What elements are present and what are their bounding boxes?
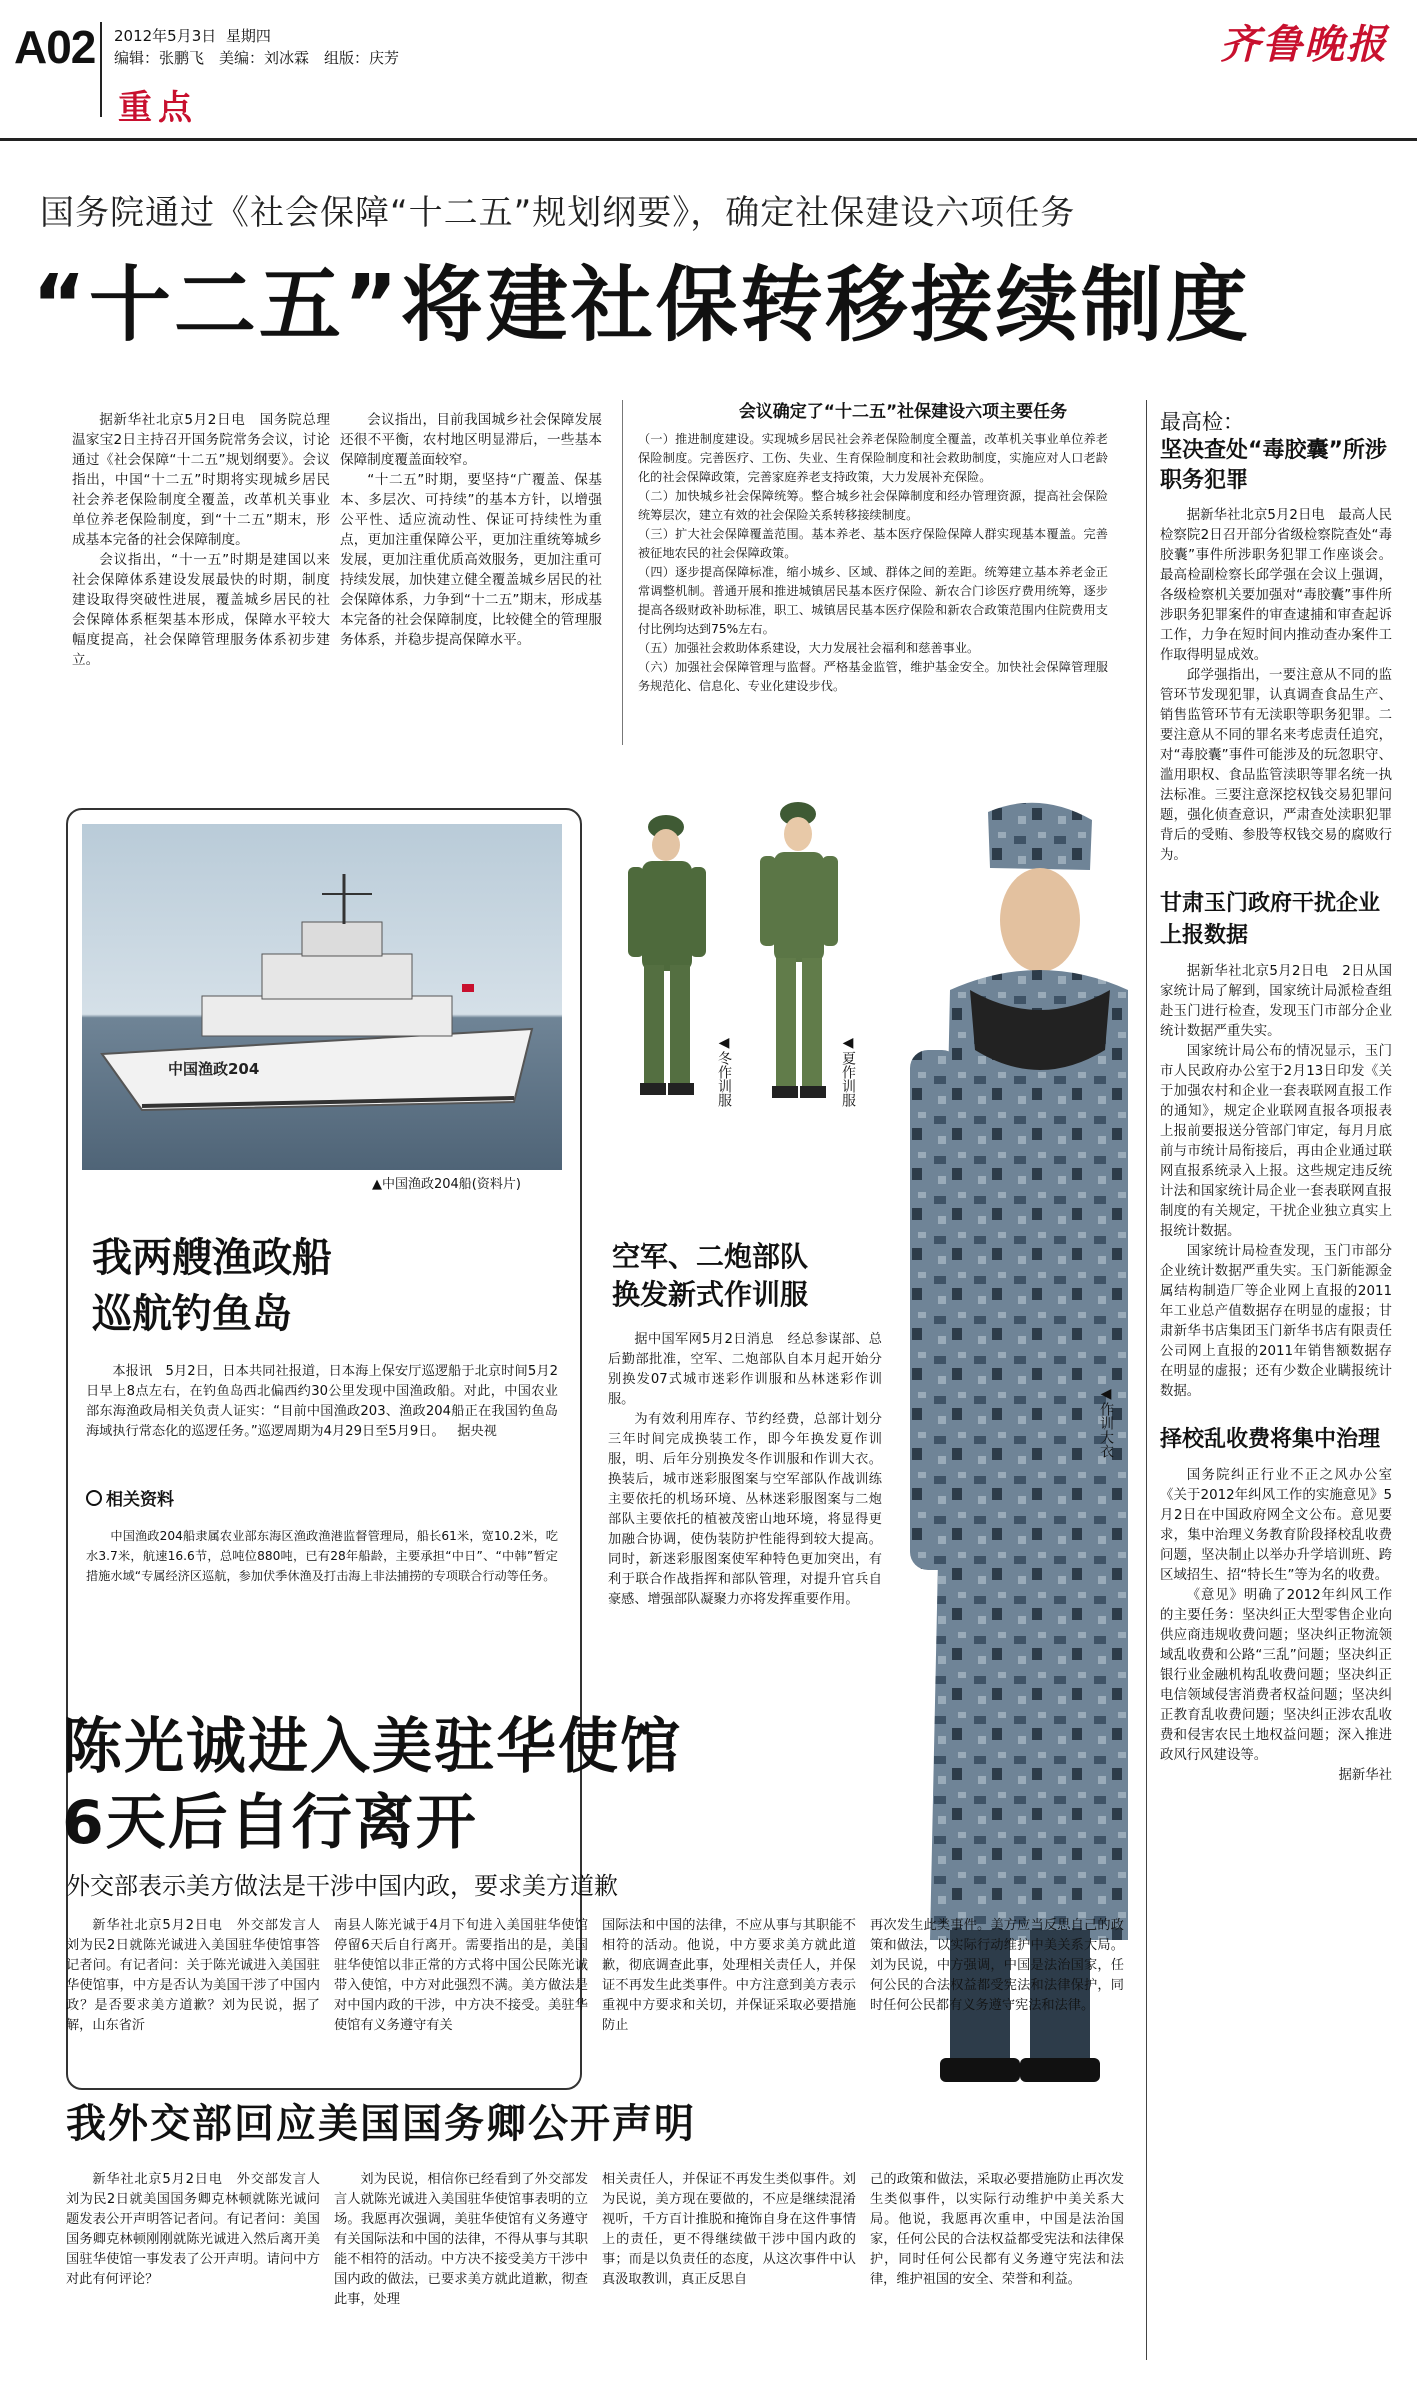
chen-col: 新华社北京5月2日电 外交部发言人刘为民2日就陈光诚进入美国驻华使馆事答记者问。有记者问：关于陈光诚进入美国驻华使馆事，中方是否认为美国干涉了中国内政？是否要求美方道歉？刘为民说，据了解，山东省沂 — [66, 1918, 320, 2033]
tasks-box — [638, 400, 1108, 696]
chen-col: 再次发生此类事件。美方应当反思自己的政策和做法，以实际行动维护中美关系大局。刘为民说，中方强调，中国是法治国家，任何公民的合法权益都受宪法和法律保护，同时任何公民都有义务遵守宪法和法律。 — [870, 1918, 1124, 2013]
sidebar-para: 国务院纠正行业不正之风办公室《关于2012年纠风工作的实施意见》5月2日在中国政府网全文公布。意见要求，集中治理义务教育阶段择校乱收费问题，坚决制止以举办升学培训班、跨区域招生、招“特长生”等为名的收费。 — [1160, 1468, 1392, 1583]
lead-col-2 — [340, 410, 602, 650]
mfa-col: 己的政策和做法，采取必要措施防止再次发生类似事件，以实际行动维护中美关系大局。他说，我愿再次重申，中国是法治国家，任何公民的合法权益都受宪法和法律保护，同时任何公民都有义务遵守宪法和法律，维护祖国的安全、荣誉和利益。 — [870, 2172, 1124, 2287]
related-label: 相关资料 — [106, 1490, 174, 1510]
lead-para: 会议指出，“十一五”时期是建国以来社会保障体系建设发展最快的时期，制度建设取得突破性进展，覆盖城乡居民的社会保障体系框架基本形成，保障水平较大幅度提高，社会保障管理服务体系初步建立。 — [72, 552, 330, 668]
lead-col-1 — [72, 410, 330, 670]
lead-para: 据新华社北京5月2日电 国务院总理温家宝2日主持召开国务院常务会议，讨论通过《社会保障“十二五”规划纲要》。会议指出，中国“十二五”时期将实现城乡居民社会养老保险制度全覆盖，改革机关事业单位养老保险制度，到“十二五”期末，形成基本完备的社会保障制度。 — [72, 412, 330, 548]
uniform-para: 为有效利用库存、节约经费，总部计划分三年时间完成换装工作，即今年换发夏作训服，明、后年分别换发冬作训服和作训大衣。换装后，城市迷彩服图案与空军部队作战训练主要依托的机场环境、丛林迷彩服图案与二炮部队主要依托的植被茂密山地环境，将显得更加融合协调，使伪装防护性能得到较大提高。同时，新迷彩服图案使军种特色更加突出，有利于联合作战指挥和部队管理，对提升官兵自豪感、增强部队凝聚力亦将发挥重要作用。 — [608, 1412, 882, 1607]
sidebar-headline: 坚决查处“毒胶囊”所涉职务犯罪 — [1160, 438, 1387, 493]
chen-subhead: 外交部表示美方做法是干涉中国内政，要求美方道歉 — [66, 1872, 618, 1900]
fishing-credit: 据央视 — [457, 1424, 497, 1439]
chen-col: 南县人陈光诚于4月下旬进入美国驻华使馆停留6天后自行离开。需要指出的是，美国驻华使馆以非正常的方式将中国公民陈光诚带入使馆，中方对此强烈不满。美方做法是对中国内政的干涉，中方决不接受。美驻华使馆有义务遵守有关 — [334, 1918, 588, 2033]
sidebar-kicker: 最高检： — [1160, 410, 1244, 434]
page-number: A02 — [14, 21, 96, 73]
chen-col: 国际法和中国的法律，不应从事与其职能不相符的活动。他说，中方要求美方就此道歉，彻底调查此事，处理相关责任人，并保证不再发生此类事件。中方注意到美方表示重视中方要求和关切，并保证采取必要措施防止 — [602, 1918, 856, 2033]
uniform-para: 据中国军网5月2日消息 经总参谋部、总后勤部批准，空军、二炮部队自本月起开始分别换发07式城市迷彩作训服和丛林迷彩作训服。 — [608, 1332, 882, 1407]
lead-para: 会议指出，目前我国城乡社会保障发展还很不平衡，农村地区明显滞后，一些基本保障制度覆盖面较窄。 — [340, 412, 602, 468]
sidebar-para: 据新华社北京5月2日电 2日从国家统计局了解到，国家统计局派检查组赴玉门进行检查，发现玉门市部分企业统计数据严重失实。 — [1160, 964, 1392, 1039]
fishing-ship-photo — [82, 824, 562, 1170]
newspaper-logo: 齐鲁晚报 — [1220, 21, 1388, 68]
fishing-para: 本报讯 5月2日，日本共同社报道，日本海上保安厅巡逻船于北京时间5月2日早上8点左右，在钓鱼岛西北偏西约30公里发现中国渔政船。对此，中国农业部东海渔政局相关负责人证实：“目前中国渔政203、渔政204船正在我国钓鱼岛海域执行常态化的巡逻任务。”巡逻周期为4月29日至5月9日。 — [86, 1364, 558, 1439]
lead-divider — [622, 400, 623, 745]
chen-headline-1: 陈光诚进入美驻华使馆 — [62, 1712, 682, 1782]
ship-svg — [82, 824, 562, 1170]
sidebar-headline: 甘肃玉门政府干扰企业上报数据 — [1160, 891, 1381, 948]
summer-uniform-label: ◀夏作训服 — [840, 1035, 856, 1107]
header-divider-v — [100, 22, 102, 117]
section-title: 重点 — [118, 88, 198, 128]
sidebar-para: 国家统计局检查发现，玉门市部分企业统计数据严重失实。玉门新能源金属结构制造厂等企业网上直报的2011年工业总产值数据存在明显的虚报；甘肃新华书店集团玉门新华书店有限责任公司网上直报的2011年销售额数据存在明显的虚报；还有少数企业瞒报统计数据。 — [1160, 1244, 1392, 1399]
winter-uniform-photo — [616, 805, 726, 1105]
sidebar-para: 据新华社北京5月2日电 最高人民检察院2日召开部分省级检察院查处“毒胶囊”事件所涉职务犯罪工作座谈会。最高检副检察长邱学强在会议上强调，各级检察机关要加强对“毒胶囊”事件所涉职务犯罪案件的审查逮捕和审查起诉工作，力争在短时间内推动查办案件工作取得明显成效。 — [1160, 508, 1392, 663]
fishing-headline-1: 我两艘渔政船 — [92, 1235, 332, 1281]
task-item: （六）加强社会保障管理与监督。严格基金监管，维护基金安全。加快社会保障管理服务规范化、信息化、专业化建设步伐。 — [638, 660, 1108, 693]
uniform-headline-2: 换发新式作训服 — [612, 1278, 809, 1311]
task-item: （一）推进制度建设。实现城乡居民社会养老保险制度全覆盖，改革机关事业单位养老保险制度。完善医疗、工伤、失业、生育保险制度和社会救助制度，实施应对人口老龄化的社会保障政策，完善家庭养老支持政策，大力发展补充保险。 — [638, 432, 1108, 484]
lead-kicker: 国务院通过《社会保障“十二五”规划纲要》，确定社保建设六项任务 — [40, 193, 1076, 233]
greatcoat-photo — [890, 790, 1130, 2096]
ship-hull-name: 中国渔政204 — [168, 1060, 260, 1078]
issue-weekday: 星期四 — [225, 27, 271, 45]
tasks-title: 会议确定了“十二五”社保建设六项主要任务 — [738, 402, 1068, 422]
chen-headline-2: 6天后自行离开 — [62, 1788, 478, 1858]
winter-uniform-label: ◀冬作训服 — [716, 1035, 732, 1107]
mfa-col: 刘为民说，相信你已经看到了外交部发言人就陈光诚进入美国驻华使馆事表明的立场。我愿再次强调，美驻华使馆有义务遵守有关国际法和中国的法律，不得从事与其职能不相符的活动。中方决不接受美方干涉中国内政的做法，已要求美方就此道歉，彻查此事，处理 — [334, 2172, 588, 2307]
task-item: （三）扩大社会保障覆盖范围。基本养老、基本医疗保险保障人群实现基本覆盖。完善被征地农民的社会保障政策。 — [638, 527, 1108, 560]
fishing-photo-caption: ▲中国渔政204船(资料片) — [372, 1177, 521, 1192]
related-info-icon — [86, 1490, 102, 1506]
sidebar-byline: 据新华社 — [1338, 1768, 1392, 1783]
related-text: 中国渔政204船隶属农业部东海区渔政渔港监督管理局，船长61米，宽10.2米，吃水3.7米，航速16.6节，总吨位880吨，已有28年船龄，主要承担“中日”、“中韩”暂定措施水域“专属经济区巡航，参加伏季休渔及打击海上非法捕捞的专项联合行动等任务。 — [86, 1529, 558, 1583]
greatcoat-label: ◀作训大衣 — [1098, 1386, 1114, 1458]
mfa-col: 相关责任人，并保证不再发生类似事件。刘为民说，美方现在要做的，不应是继续混淆视听，千方百计推脱和掩饰自身在这件事情上的责任，更不得继续做干涉中国内政的事；而是以负责任的态度，从这次事件中认真汲取教训，真正反思自 — [602, 2172, 856, 2287]
sidebar-para: 邱学强指出，一要注意从不同的监管环节发现犯罪，认真调查食品生产、销售监管环节有无渎职等职务犯罪。二要注意从不同的罪名来考虑责任追究，对“毒胶囊”事件可能涉及的玩忽职守、滥用职权、食品监管渎职等罪名统一执法标准。三要注意深挖权钱交易犯罪问题，强化侦查意识，严肃查处渎职犯罪背后的受贿、参股等权钱交易的腐败行为。 — [1160, 668, 1392, 863]
sidebar-headline: 择校乱收费将集中治理 — [1160, 1427, 1381, 1452]
task-item: （二）加快城乡社会保障统筹。整合城乡社会保障制度和经办管理资源，提高社会保险统筹层次，建立有效的社会保险关系转移接续制度。 — [638, 489, 1108, 522]
mfa-headline: 我外交部回应美国国务卿公开声明 — [66, 2101, 696, 2147]
header-rule — [0, 138, 1417, 141]
editors-line: 编辑：张鹏飞 美编：刘冰霖 组版：庆芳 — [114, 49, 400, 67]
task-item: （五）加强社会救助体系建设，大力发展社会福利和慈善事业。 — [638, 641, 980, 655]
fishing-headline-2: 巡航钓鱼岛 — [92, 1291, 292, 1337]
sidebar-divider — [1146, 400, 1147, 2360]
sidebar-para: 国家统计局公布的情况显示，玉门市人民政府办公室于2月13日印发《关于加强农村和企业一套表联网直报工作的通知》，规定企业联网直报各项报表上报前要报送分管部门审定，每月月底前与市统计局衔接后，再由企业通过联网直报系统录入上报。这些规定违反统计法和国家统计局企业一套表联网直报制度的有关规定，干扰企业独立真实上报统计数据。 — [1160, 1044, 1392, 1239]
lead-para: “十二五”时期，要坚持“广覆盖、保基本、多层次、可持续”的基本方针，以增强公平性、适应流动性、保证可持续性为重点，更加注重保障公平，更加注重统筹城乡发展，更加注重优质高效服务，更加注重可持续发展，加快建立健全覆盖城乡居民的社会保障体系，力争到“十二五”期末，形成基本完备的社会保障制度，比较健全的管理服务体系，并稳步提高保障水平。 — [340, 472, 602, 648]
uniform-headline-1: 空军、二炮部队 — [612, 1240, 809, 1273]
issue-date: 2012年5月3日 — [114, 27, 217, 45]
sidebar-para: 《意见》明确了2012年纠风工作的主要任务：坚决纠正大型零售企业向供应商违规收费问题；坚决纠正物流领域乱收费和公路“三乱”问题；坚决纠正银行业金融机构乱收费问题；坚决纠正电信领域侵害消费者权益问题；坚决纠正教育乱收费问题；坚决纠正涉农乱收费和侵害农民土地权益问题；深入推进政风行风建设等。 — [1160, 1588, 1392, 1763]
task-item: （四）逐步提高保障标准，缩小城乡、区域、群体之间的差距。统筹建立基本养老金正常调整机制。普通开展和推进城镇居民基本医疗保险、新农合门诊医疗费用统筹，逐步提高各级财政补助标准，职工、城镇居民基本医疗保险和新农合政策范围内住院费用支付比例均达到75%左右。 — [638, 565, 1108, 636]
sidebar — [1160, 408, 1392, 1786]
mfa-col: 新华社北京5月2日电 外交部发言人刘为民2日就美国国务卿克林顿就陈光诚问题发表公开声明答记者问。有记者问：美国国务卿克林顿刚刚就陈光诚进入然后离开美国驻华使馆一事发表了公开声明。请问中方对此有何评论？ — [66, 2172, 320, 2287]
lead-headline: “十二五”将建社保转移接续制度 — [32, 258, 1251, 353]
page-header — [0, 0, 1417, 140]
